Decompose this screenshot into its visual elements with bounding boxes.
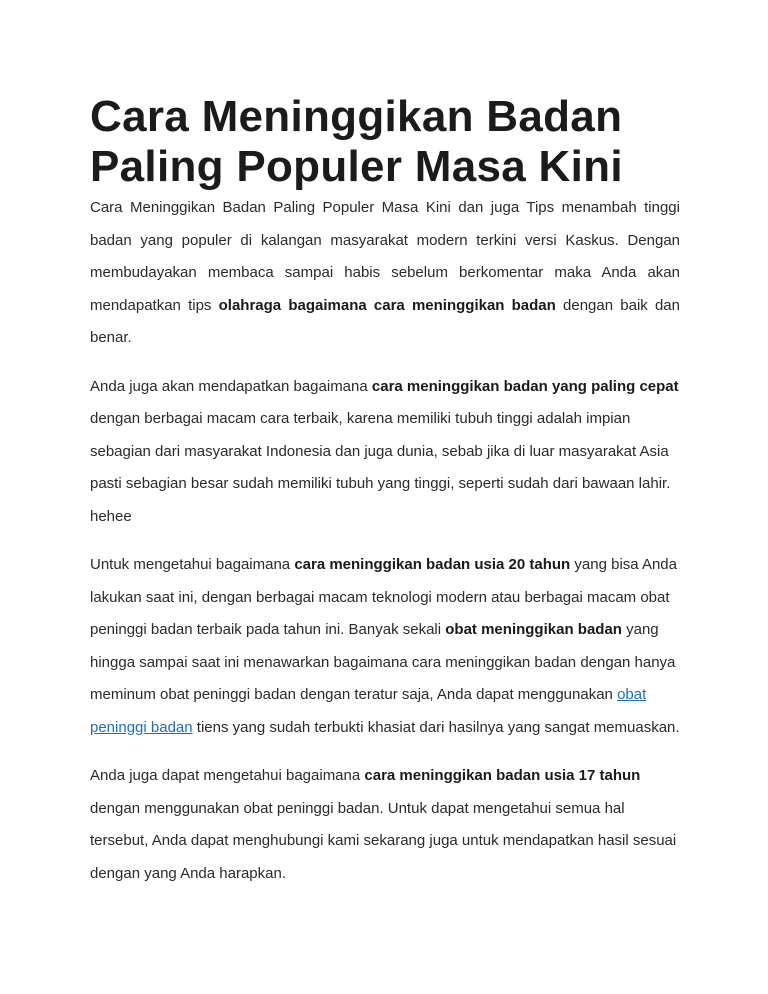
paragraph-text: Anda juga dapat mengetahui bagaimana [90,767,365,784]
paragraph-age-17 [90,760,680,890]
paragraph-text: dengan menggunakan obat peninggi badan. Untuk dapat mengetahui semua hal tersebut, Anda dapat menghubungi kami sekarang juga untuk mendapatkan hasil sesuai dengan yang Anda harapkan. [90,799,677,882]
paragraph-text: yang hingga sampai saat ini menawarkan bagaimana cara meninggikan badan dengan hanya meminum obat peninggi badan dengan teratur saja, Anda dapat menggunakan [90,621,676,703]
bold-keyword: cara meninggikan badan usia 17 tahun [364,767,641,784]
paragraph-text: dengan baik dan benar. [90,296,680,346]
bold-keyword: olahraga bagaimana cara meninggikan badan [218,296,556,314]
paragraph-age-20 [90,549,680,744]
paragraph-intro [90,192,680,355]
paragraph-text: Anda juga akan mendapatkan bagaimana [90,377,372,395]
bold-keyword: obat meninggikan badan [445,621,622,638]
bold-keyword: cara meninggikan badan yang paling cepat [371,377,679,395]
paragraph-text: dengan berbagai macam cara terbaik, karena memiliki tubuh tinggi adalah impian sebagian dari masyarakat Indonesia dan juga dunia, sebab jika di luar masyarakat Asia pasti sebagian besar sudah memiliki tubuh yang tinggi, seperti sudah dari bawaan lahir. hehee [90,410,671,525]
paragraph-fastest [90,371,680,534]
document-page [90,92,680,890]
paragraph-text: Cara Meninggikan Badan Paling Populer Masa Kini dan juga Tips menambah tinggi badan yang populer di kalangan masyarakat modern terkini versi Kaskus. Dengan membudayakan membaca sampai habis sebelum berkomentar maka Anda akan mendapatkan tips [90,199,680,314]
document-title: Cara Meninggikan Badan Paling Populer Masa Kini [90,92,623,191]
paragraph-text: Untuk mengetahui bagaimana [90,556,295,573]
paragraph-text: yang bisa Anda lakukan saat ini, dengan berbagai macam teknologi modern atau berbagai macam obat peninggi badan terbaik pada tahun ini. Banyak sekali [90,556,677,638]
bold-keyword: cara meninggikan badan usia 20 tahun [294,556,571,573]
paragraph-text: tiens yang sudah terbukti khasiat dari hasilnya yang sangat memuaskan. [192,718,680,736]
obat-peninggi-badan-link[interactable]: obat peninggi badan [90,686,647,736]
